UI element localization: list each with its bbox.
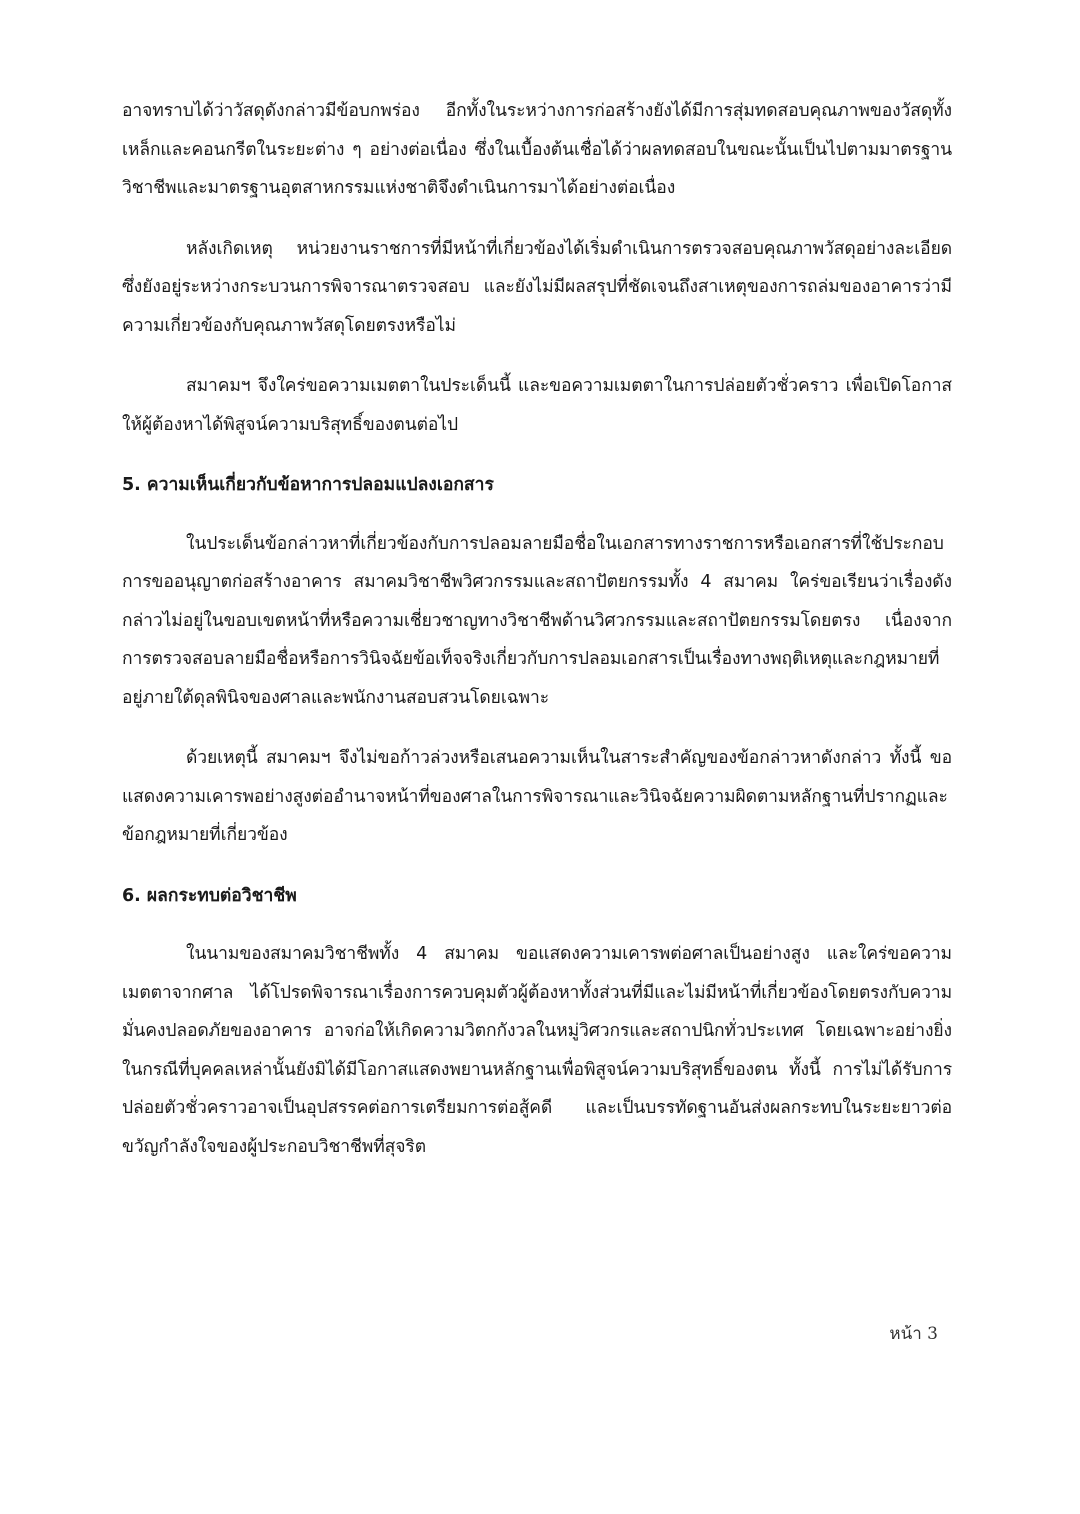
section-heading-forgery-opinion: 5. ความเห็นเกี่ยวกับข้อหาการปลอมแปลงเอกสาร — [122, 475, 494, 495]
page-number: หน้า 3 — [889, 1324, 938, 1344]
paragraph-forgery-scope: ในประเด็นข้อกล่าวหาที่เกี่ยวข้องกับการปลอมลายมือชื่อในเอกสารทางราชการหรือเอกสารที่ใช้ประกอบการขออนุญาตก่อสร้างอาคาร สมาคมวิชาชีพวิศวกรรมและสถาปัตยกรรมทั้ง 4 สมาคม ใคร่ขอเรียนว่าเรื่องดังกล่าวไม่อยู่ในขอบเขตหน้าที่หรือความเชี่ยวชาญทางวิชาชีพด้านวิศวกรรมและสถาปัตยกรรมโดยตรง เนื่องจากการตรวจสอบลายมือชื่อหรือการวินิจฉัยข้อเท็จจริงเกี่ยวกับการปลอมเอกสารเป็นเรื่องทางพฤติเหตุและกฎหมายที่อยู่ภายใต้ดุลพินิจของศาลและพนักงานสอบสวนโดยเฉพาะ — [122, 533, 952, 708]
paragraph-request-bail: สมาคมฯ จึงใคร่ขอความเมตตาในประเด็นนี้ และขอความเมตตาในการปล่อยตัวชั่วคราว เพื่อเปิดโอกาสให้ผู้ต้องหาได้พิสูจน์ความบริสุทธิ์ของตนต่อไป — [122, 376, 952, 435]
document-body — [122, 92, 952, 1188]
paragraph-respect-court: ด้วยเหตุนี้ สมาคมฯ จึงไม่ขอก้าวล่วงหรือเสนอความเห็นในสาระสำคัญของข้อกล่าวหาดังกล่าว ทั้งนี้ ขอแสดงความเคารพอย่างสูงต่ออำนาจหน้าที่ของศาลในการพิจารณาและวินิจฉัยความผิดตามหลักฐานที่ปรากฏและข้อกฎหมายที่เกี่ยวข้อง — [122, 748, 952, 845]
paragraph-professional-impact: ในนามของสมาคมวิชาชีพทั้ง 4 สมาคม ขอแสดงความเคารพต่อศาลเป็นอย่างสูง และใคร่ขอความเมตตาจากศาล ได้โปรดพิจารณาเรื่องการควบคุมตัวผู้ต้องหาทั้งส่วนที่มีและไม่มีหน้าที่เกี่ยวข้องโดยตรงกับความมั่นคงปลอดภัยของอาคาร อาจก่อให้เกิดความวิตกกังวลในหมู่วิศวกรและสถาปนิกทั่วประเทศ โดยเฉพาะอย่างยิ่งในกรณีที่บุคคลเหล่านั้นยังมิได้มีโอกาสแสดงพยานหลักฐานเพื่อพิสูจน์ความบริสุทธิ์ของตน ทั้งนี้ การไม่ได้รับการปล่อยตัวชั่วคราวอาจเป็นอุปสรรคต่อการเตรียมการต่อสู้คดี และเป็นบรรทัดฐานอันส่งผลกระทบในระยะยาวต่อขวัญกำลังใจของผู้ประกอบวิชาชีพที่สุจริต — [122, 944, 952, 1157]
paragraph-materials-testing: อาจทราบได้ว่าวัสดุดังกล่าวมีข้อบกพร่อง อีกทั้งในระหว่างการก่อสร้างยังได้มีการสุ่มทดสอบคุณภาพของวัสดุทั้งเหล็กและคอนกรีตในระยะต่าง ๆ อย่างต่อเนื่อง ซึ่งในเบื้องต้นเชื่อได้ว่าผลทดสอบในขณะนั้นเป็นไปตามมาตรฐานวิชาชีพและมาตรฐานอุตสาหกรรมแห่งชาติจึงดำเนินการมาได้อย่างต่อเนื่อง — [122, 101, 952, 198]
section-heading-professional-impact: 6. ผลกระทบต่อวิชาชีพ — [122, 885, 297, 906]
paragraph-post-incident-inspection: หลังเกิดเหตุ หน่วยงานราชการที่มีหน้าที่เกี่ยวข้องได้เริ่มดำเนินการตรวจสอบคุณภาพวัสดุอย่างละเอียด ซึ่งยังอยู่ระหว่างกระบวนการพิจารณาตรวจสอบ และยังไม่มีผลสรุปที่ชัดเจนถึงสาเหตุของการถล่มของอาคารว่ามีความเกี่ยวข้องกับคุณภาพวัสดุโดยตรงหรือไม่ — [122, 238, 952, 336]
